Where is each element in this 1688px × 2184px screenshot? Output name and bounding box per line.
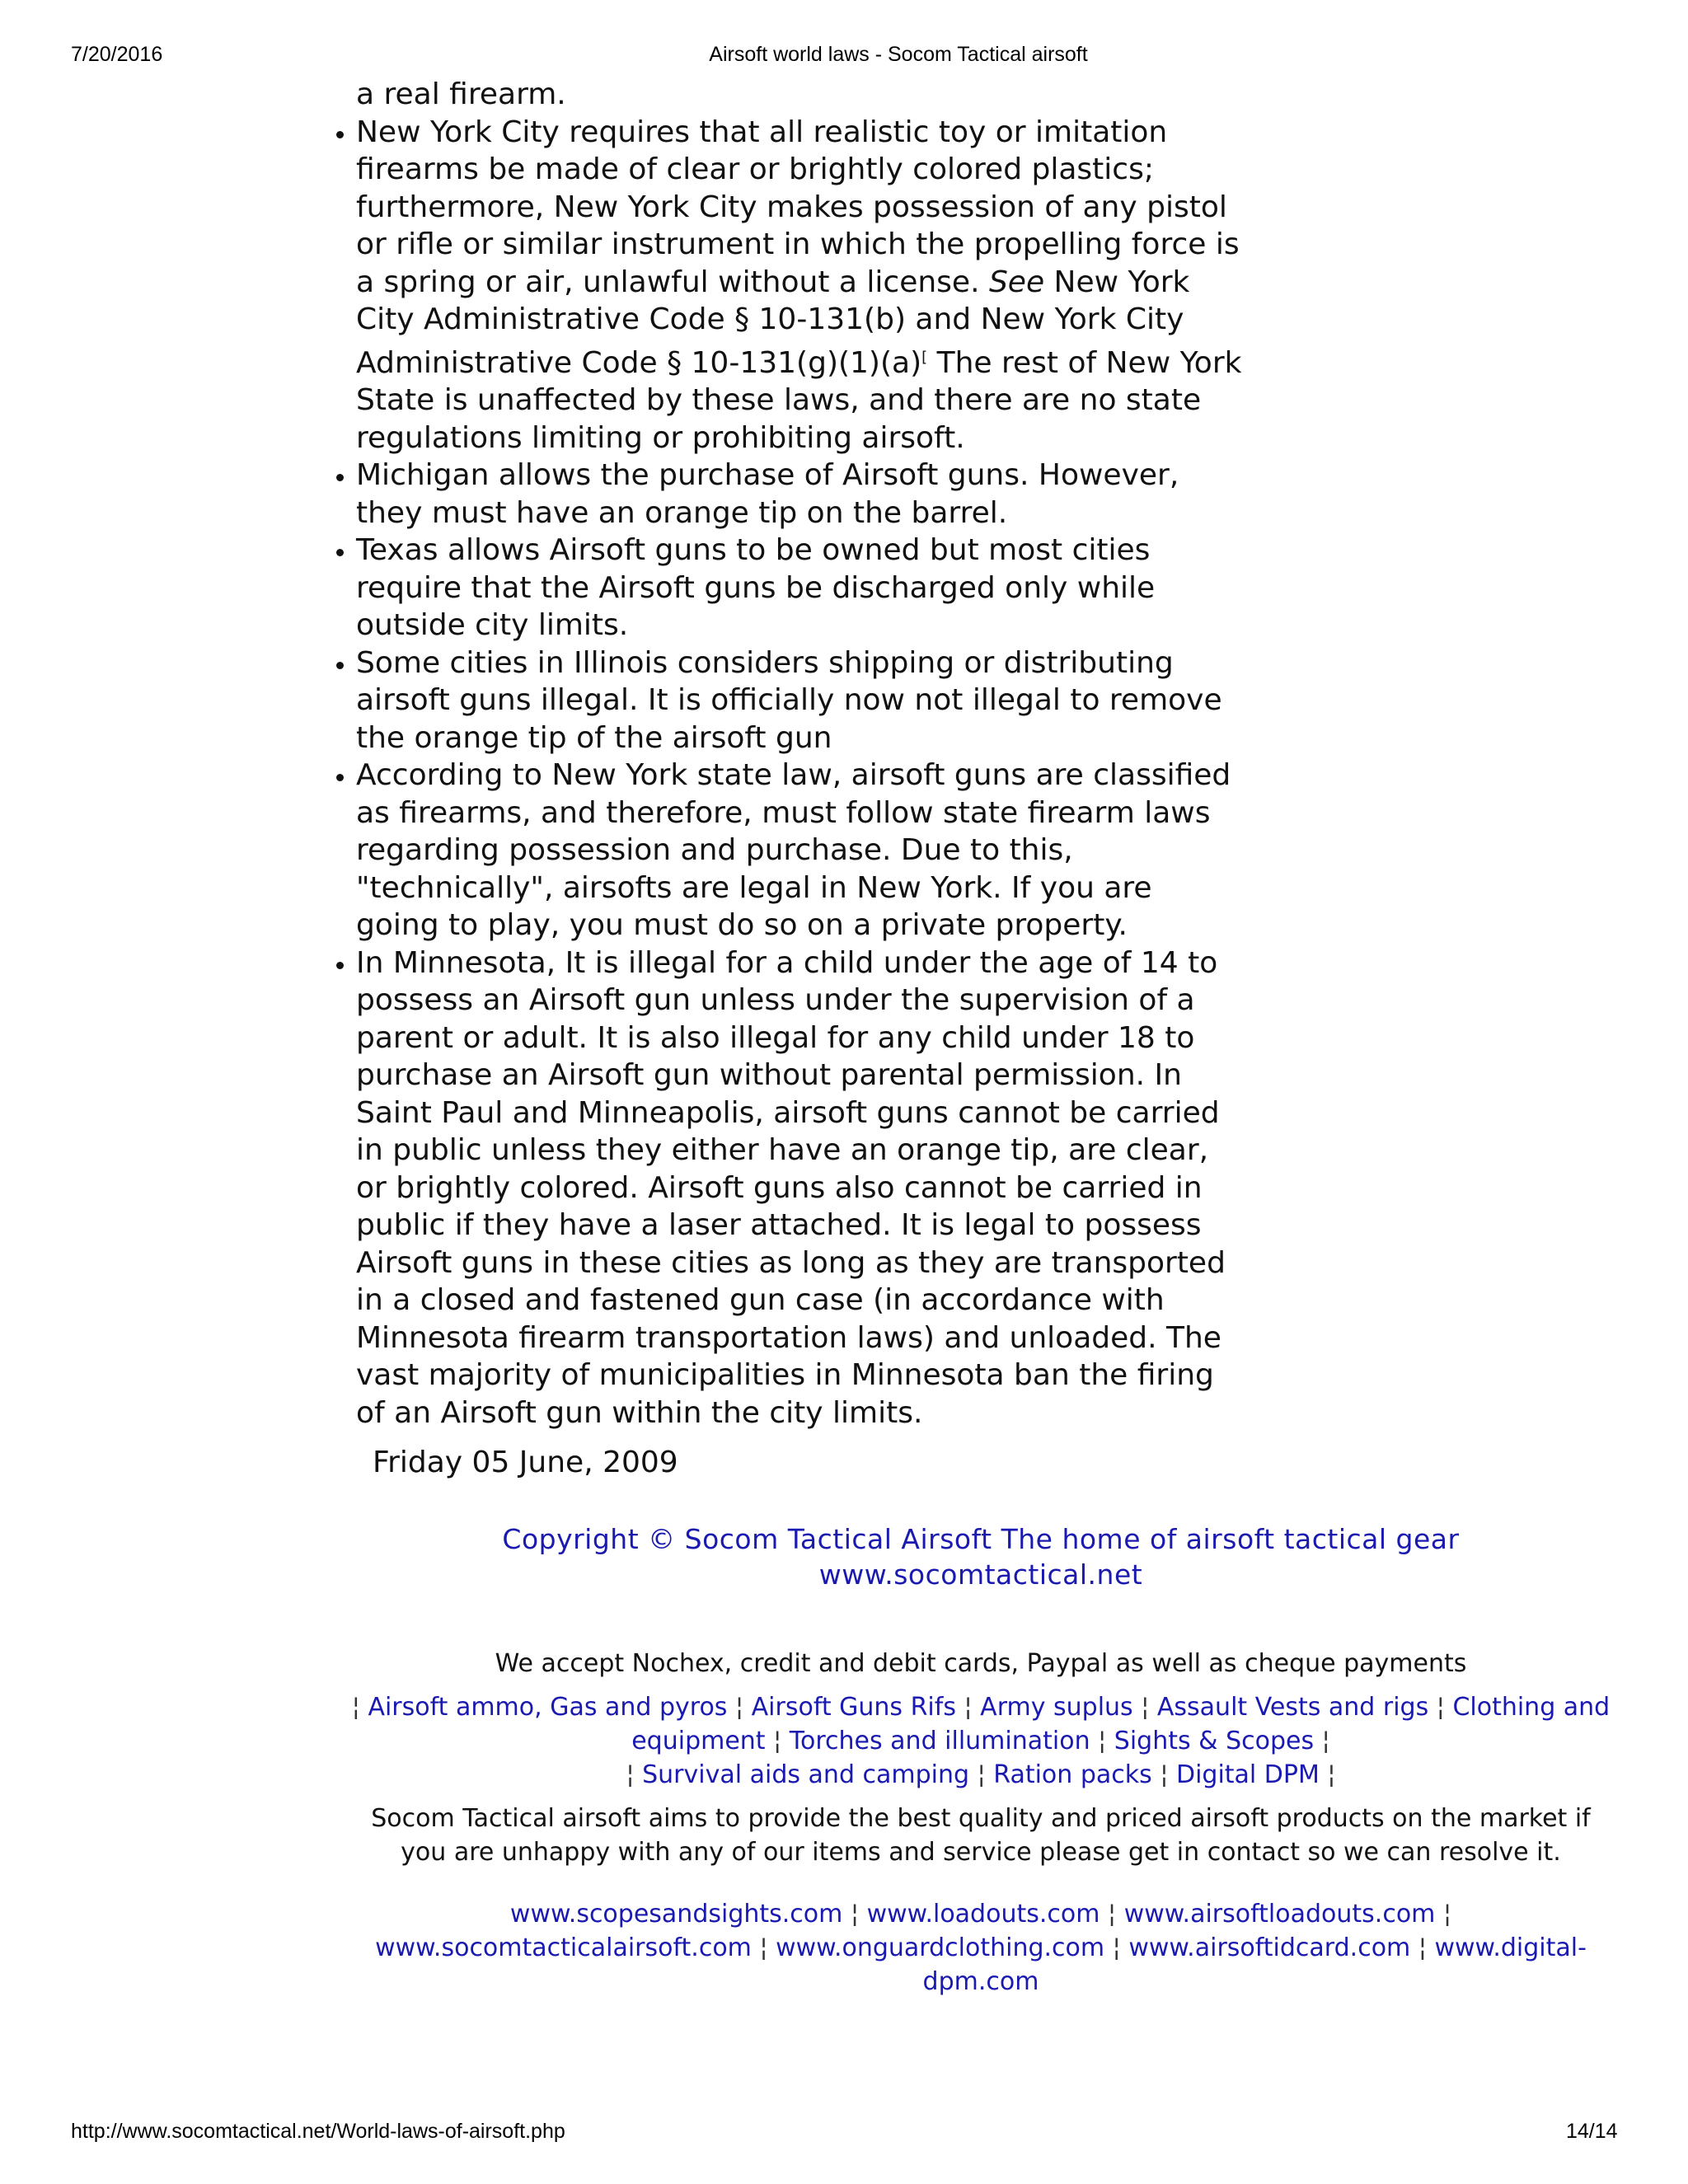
print-footer <box>0 2120 1688 2149</box>
payments-text: We accept Nochex, credit and debit cards, Paypal as well as cheque payments <box>495 1649 1467 1678</box>
list-item-new-york-state: • According to New York state law, airsoft guns are classified as firearms, and therefore, must follow state firearm laws regarding possession and purchase. Due to this, "technically", airsofts are legal in New York. If you are going to play, you must do so on a private property. <box>356 757 1243 944</box>
list-item-michigan: • Michigan allows the purchase of Airsoft guns. However, they must have an orange tip on the barrel. <box>356 457 1243 532</box>
link-socomtacticalairsoft[interactable]: www.socomtacticalairsoft.com <box>375 1933 752 1962</box>
separator: ¦ <box>977 1760 986 1789</box>
separator: ¦ <box>759 1933 768 1962</box>
print-date: 7/20/2016 <box>71 43 163 66</box>
list-item-nyc <box>356 114 1243 457</box>
link-airsoftloadouts[interactable]: www.airsoftloadouts.com <box>1123 1900 1436 1929</box>
copyright-text: Copyright © Socom Tactical Airsoft The home of airsoft tactical gear <box>502 1523 1460 1555</box>
nyc-text-3: The rest of New York State is unaffected by these laws, and there are no state regulations limiting or prohibiting airsoft. <box>356 345 1242 455</box>
link-loadouts[interactable]: www.loadouts.com <box>866 1900 1100 1929</box>
link-survival[interactable]: Survival aids and camping <box>642 1760 970 1789</box>
nyc-text-2: New York City Administrative Code § 10-131(b) and New York City Administrative Code § 10-131(g)(1)(a) <box>356 265 1190 380</box>
separator: ¦ <box>351 1693 360 1722</box>
continued-text: a real firearm. <box>356 77 566 111</box>
link-scopesandsights[interactable]: www.scopesandsights.com <box>509 1900 843 1929</box>
separator: ¦ <box>1112 1933 1121 1962</box>
nyc-text-1: New York City requires that all realistic toy or imitation firearms be made of clear or brightly colored plastics; furthermore, New York City makes possession of any pistol or rifle or similar instrument in which the propelling force is a spring or air, unlawful without a license. <box>356 115 1240 299</box>
link-sights-scopes[interactable]: Sights & Scopes <box>1114 1727 1315 1755</box>
print-header <box>0 43 1688 73</box>
separator: ¦ <box>1108 1900 1117 1929</box>
link-airsoft-guns[interactable]: Airsoft Guns Rifs <box>751 1693 956 1722</box>
copyright-notice <box>412 1521 1550 1592</box>
separator: ¦ <box>1442 1900 1452 1929</box>
partner-site-links <box>346 1897 1615 1999</box>
separator: ¦ <box>1141 1693 1150 1722</box>
site-footer <box>346 1647 1615 1999</box>
list-item-texas: • Texas allows Airsoft guns to be owned but most cities require that the Airsoft guns be discharged only while outside city limits. <box>356 532 1243 644</box>
post-date: Friday 05 June, 2009 <box>373 1446 678 1479</box>
separator: ¦ <box>626 1760 635 1789</box>
separator: ¦ <box>964 1693 973 1722</box>
separator: ¦ <box>734 1693 744 1722</box>
link-digital-dpm[interactable]: Digital DPM <box>1175 1760 1320 1789</box>
article-body <box>320 76 1243 1432</box>
link-airsoft-ammo[interactable]: Airsoft ammo, Gas and pyros <box>368 1693 728 1722</box>
print-url: http://www.socomtactical.net/World-laws-of-airsoft.php <box>71 2120 565 2143</box>
link-ration-packs[interactable]: Ration packs <box>993 1760 1152 1789</box>
link-clothing[interactable]: Clothing and equipment <box>631 1693 1611 1755</box>
link-digital-dpm-site[interactable]: www.digital-dpm.com <box>922 1933 1587 1996</box>
copyright-site: www.socomtactical.net <box>818 1558 1143 1591</box>
separator: ¦ <box>1418 1933 1427 1962</box>
separator: ¦ <box>1160 1760 1169 1789</box>
separator: ¦ <box>850 1900 860 1929</box>
separator: ¦ <box>1436 1693 1445 1722</box>
separator: ¦ <box>1327 1760 1336 1789</box>
link-army-surplus[interactable]: Army suplus <box>980 1693 1133 1722</box>
link-airsoftidcard[interactable]: www.airsoftidcard.com <box>1128 1933 1411 1962</box>
category-links <box>346 1690 1615 1792</box>
law-list <box>320 114 1243 1432</box>
page-number: 14/14 <box>1566 2120 1618 2143</box>
footnote-marker[interactable]: [ <box>921 348 928 366</box>
list-item-minnesota: • In Minnesota, It is illegal for a child under the age of 14 to possess an Airsoft gun unless under the supervision of a parent or adult. It is also illegal for any child under 18 to purchase an Airsoft gun without parental permission. In Saint Paul and Minneapolis, airsoft guns cannot be carried in public unless they either have an orange tip, are clear, or brightly colored. Airsoft guns also cannot be carried in public if they have a laser attached. It is legal to possess Airsoft guns in these cities as long as they are transported in a closed and fastened gun case (in accordance with Minnesota firearm transportation laws) and unloaded. The vast majority of municipalities in Minnesota ban the firing of an Airsoft gun within the city limits. <box>356 944 1243 1432</box>
mission-statement: Socom Tactical airsoft aims to provide the best quality and priced airsoft products on the market if you are unhappy with any of our items and service please get in contact so we can resolve it. <box>371 1804 1591 1867</box>
separator: ¦ <box>773 1727 782 1755</box>
link-assault-vests[interactable]: Assault Vests and rigs <box>1156 1693 1429 1722</box>
separator: ¦ <box>1098 1727 1107 1755</box>
see-emphasis: See <box>988 265 1045 299</box>
print-title: Airsoft world laws - Socom Tactical airsoft <box>709 43 1088 66</box>
link-onguardclothing[interactable]: www.onguardclothing.com <box>776 1933 1105 1962</box>
separator: ¦ <box>1321 1727 1330 1755</box>
list-item-illinois: • Some cities in Illinois considers shipping or distributing airsoft guns illegal. It is officially now not illegal to remove the orange tip of the airsoft gun <box>356 644 1243 757</box>
link-torches[interactable]: Torches and illumination <box>789 1727 1090 1755</box>
